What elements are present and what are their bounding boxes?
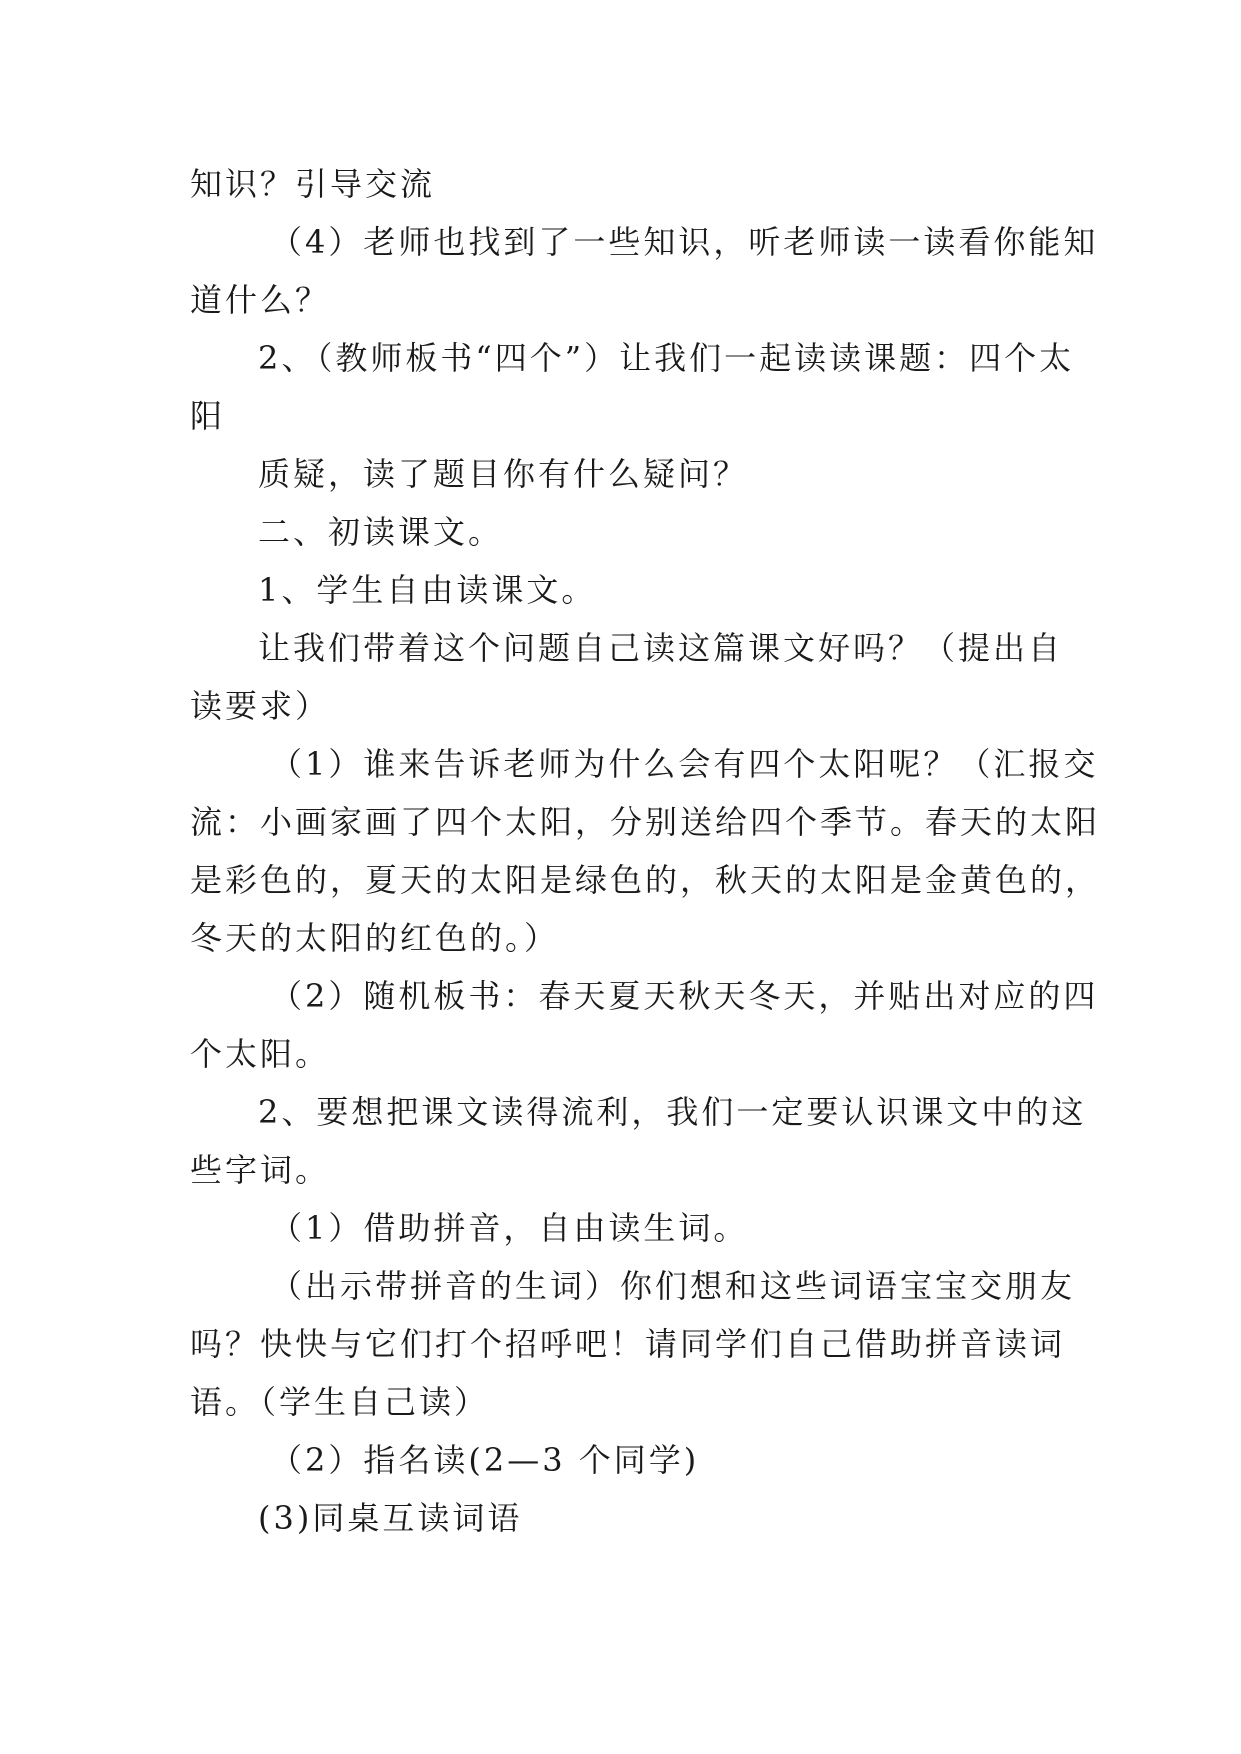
text-line: 2、要想把课文读得流利，我们一定要认识课文中的这 <box>258 1093 1087 1131</box>
text-line: 2、（教师板书“四个”）让我们一起读读课题：四个太 <box>258 339 1075 377</box>
text-line: 质疑，读了题目你有什么疑问？ <box>258 455 749 493</box>
text-line: 让我们带着这个问题自己读这篇课文好吗？（提出自 <box>258 629 1064 667</box>
text-line: 读要求） <box>190 687 331 725</box>
text-line: （2）随机板书：春天夏天秋天冬天，并贴出对应的四 <box>270 977 1099 1015</box>
text-line: 语。（学生自己读） <box>190 1383 490 1421</box>
text-line: （1）借助拼音，自由读生词。 <box>270 1209 749 1247</box>
text-line: 些字词。 <box>190 1151 331 1189</box>
text-line: 个太阳。 <box>190 1035 331 1073</box>
text-line: 知识？引导交流 <box>190 165 436 203</box>
text-line: 是彩色的，夏天的太阳是绿色的，秋天的太阳是金黄色的， <box>190 861 1101 899</box>
text-line: 阳 <box>190 397 226 435</box>
text-line: 吗？快快与它们打个招呼吧！请同学们自己借助拼音读词 <box>190 1325 1066 1363</box>
text-line: 二、初读课文。 <box>258 513 504 551</box>
text-line: （2）指名读(2—3 个同学) <box>270 1441 700 1479</box>
text-line: (3)同桌互读词语 <box>258 1499 523 1537</box>
text-line: 流：小画家画了四个太阳，分别送给四个季节。春天的太阳 <box>190 803 1101 841</box>
text-line: 道什么？ <box>190 281 331 319</box>
text-line: 1、学生自由读课文。 <box>258 571 597 609</box>
text-line: （4）老师也找到了一些知识，听老师读一读看你能知 <box>270 223 1099 261</box>
text-line: （1）谁来告诉老师为什么会有四个太阳呢？（汇报交 <box>270 745 1099 783</box>
text-line: 冬天的太阳的红色的。） <box>190 919 560 957</box>
text-line: （出示带拼音的生词）你们想和这些词语宝宝交朋友 <box>270 1267 1076 1305</box>
